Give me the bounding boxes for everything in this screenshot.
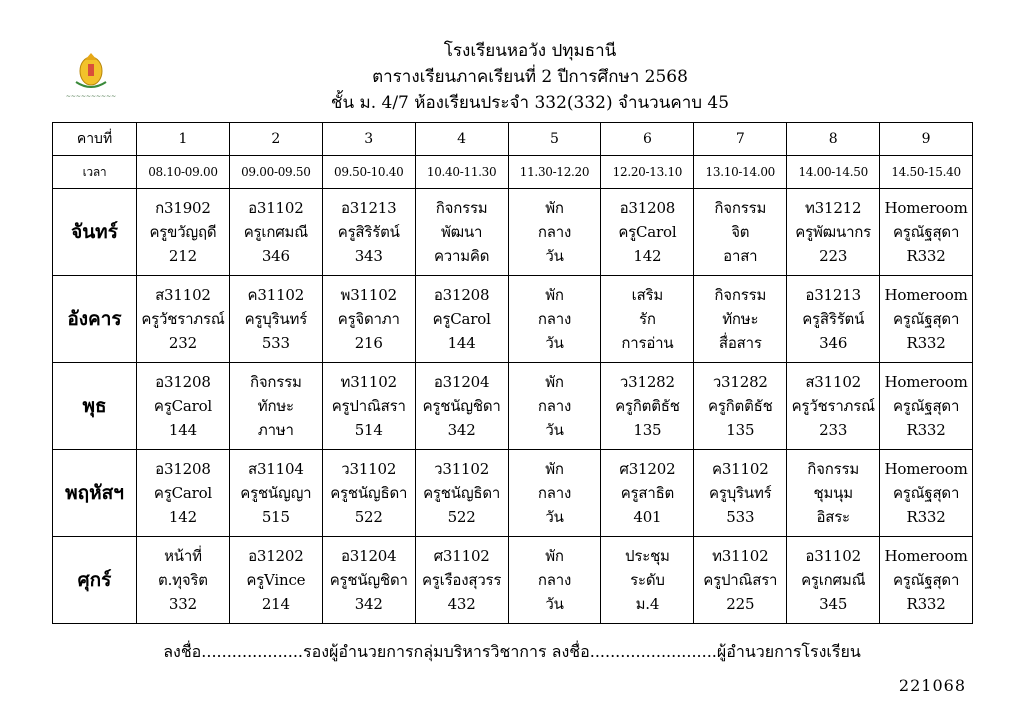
schedule-cell — [880, 276, 973, 363]
cell-line: ค31102 — [247, 286, 305, 304]
cell-line: กิจกรรม — [249, 373, 302, 391]
cell-line: 432 — [447, 595, 476, 613]
day-name: ศุกร์ — [53, 537, 137, 624]
schedule-cell — [229, 537, 322, 624]
cell-line: ท31102 — [712, 547, 769, 565]
period-time: 09.00-09.50 — [229, 156, 322, 189]
cell-line: 401 — [633, 508, 662, 526]
cell-line: 216 — [354, 334, 383, 352]
cell-line: อ31213 — [340, 199, 397, 217]
cell-line: ครูCarol — [153, 484, 212, 502]
cell-line: R332 — [906, 247, 946, 265]
schedule-cell — [694, 537, 787, 624]
cell-line: 225 — [726, 595, 755, 613]
schedule-cell — [694, 450, 787, 537]
schedule-cell — [880, 363, 973, 450]
document-code: 221068 — [898, 676, 966, 695]
schedule-cell — [137, 276, 230, 363]
cell-line: กิจกรรม — [714, 199, 767, 217]
cell-line: ครูCarol — [153, 397, 212, 415]
cell-line: พัก — [545, 547, 564, 565]
cell-line: 514 — [354, 421, 383, 439]
schedule-cell — [787, 189, 880, 276]
cell-line: พ31102 — [340, 286, 397, 304]
cell-line: ท31212 — [804, 199, 862, 217]
schedule-cell — [601, 450, 694, 537]
schedule-cell — [415, 363, 508, 450]
cell-line: อ31208 — [155, 460, 211, 478]
day-row — [53, 363, 973, 450]
cell-line: ครูวัชราภรณ์ — [141, 310, 225, 328]
cell-line: พัก — [545, 460, 564, 478]
schedule-cell — [508, 363, 601, 450]
schedule-cell — [787, 537, 880, 624]
cell-line: ว31282 — [712, 373, 768, 391]
cell-line: 233 — [819, 421, 848, 439]
cell-line: 343 — [354, 247, 383, 265]
period-number: 2 — [229, 123, 322, 156]
cell-line: 214 — [261, 595, 290, 613]
cell-line: อ31204 — [433, 373, 490, 391]
time-header-label: เวลา — [53, 156, 137, 189]
schedule-cell — [229, 450, 322, 537]
cell-line: จิต — [731, 223, 750, 241]
schedule-cell — [880, 189, 973, 276]
cell-line: วัน — [545, 247, 564, 265]
cell-line: วัน — [545, 421, 564, 439]
cell-line: ครูเกศมณี — [243, 223, 308, 241]
schedule-cell — [601, 363, 694, 450]
day-name: จันทร์ — [53, 189, 137, 276]
cell-line: ครูณัฐสุดา — [892, 484, 960, 502]
time-row — [53, 156, 973, 189]
period-number: 7 — [694, 123, 787, 156]
cell-line: กลาง — [537, 310, 572, 328]
schedule-cell — [229, 363, 322, 450]
cell-line: ครูปาณิสรา — [331, 397, 406, 415]
cell-line: ครูณัฐสุดา — [892, 223, 960, 241]
timetable — [52, 122, 973, 624]
period-number: 8 — [787, 123, 880, 156]
cell-line: R332 — [906, 421, 946, 439]
cell-line: ภาษา — [257, 421, 294, 439]
cell-line: อ31102 — [805, 547, 861, 565]
cell-line: ความคิด — [433, 247, 490, 265]
document-header — [250, 38, 810, 116]
cell-line: ชุมนุม — [813, 484, 853, 502]
school-emblem-icon — [62, 52, 120, 102]
cell-line: R332 — [906, 595, 946, 613]
cell-line: ประชุม — [625, 547, 670, 565]
day-row — [53, 450, 973, 537]
cell-line: หน้าที่ — [164, 547, 202, 565]
cell-line: ครูเกศมณี — [801, 571, 866, 589]
cell-line: ครูCarol — [618, 223, 677, 241]
cell-line: ส31104 — [247, 460, 304, 478]
cell-line: 346 — [261, 247, 290, 265]
schedule-cell — [787, 363, 880, 450]
cell-line: กลาง — [537, 397, 572, 415]
cell-line: วัน — [545, 334, 564, 352]
cell-line: ครูวัชราภรณ์ — [791, 397, 875, 415]
cell-line: ครูบุรินทร์ — [709, 484, 772, 502]
cell-line: ครูสิริรัตน์ — [802, 310, 865, 328]
cell-line: พัฒนา — [440, 223, 483, 241]
cell-line: ครูVince — [246, 571, 306, 589]
cell-line: ครูณัฐสุดา — [892, 571, 960, 589]
cell-line: อ31208 — [619, 199, 676, 217]
cell-line: 515 — [261, 508, 290, 526]
cell-line: 212 — [168, 247, 197, 265]
cell-line: อ31213 — [805, 286, 861, 304]
cell-line: กิจกรรม — [435, 199, 488, 217]
cell-line: การอ่าน — [621, 334, 674, 352]
period-time: 14.50-15.40 — [880, 156, 973, 189]
cell-line: 144 — [447, 334, 476, 352]
cell-line: Homeroom — [884, 547, 968, 565]
cell-line: พัก — [545, 286, 564, 304]
period-number: 3 — [322, 123, 415, 156]
schedule-cell — [415, 537, 508, 624]
day-name: อังคาร — [53, 276, 137, 363]
schedule-cell — [415, 276, 508, 363]
cell-line: ทักษะ — [257, 397, 294, 415]
cell-line: ครูเรืองสุวรร — [421, 571, 502, 589]
schedule-cell — [137, 363, 230, 450]
cell-line: 522 — [447, 508, 476, 526]
cell-line: ท31102 — [340, 373, 397, 391]
period-time: 09.50-10.40 — [322, 156, 415, 189]
period-number: 1 — [137, 123, 230, 156]
schedule-cell — [137, 537, 230, 624]
cell-line: Homeroom — [884, 199, 968, 217]
schedule-cell — [415, 450, 508, 537]
cell-line: ศ31102 — [433, 547, 490, 565]
cell-line: ครูณัฐสุดา — [892, 397, 960, 415]
schedule-cell — [880, 450, 973, 537]
cell-line: ครูบุรินทร์ — [244, 310, 308, 328]
svg-text:~~~~~~~~~~: ~~~~~~~~~~ — [65, 93, 117, 100]
day-name: พุธ — [53, 363, 137, 450]
cell-line: ทักษะ — [722, 310, 759, 328]
cell-line: วัน — [545, 508, 564, 526]
schedule-cell — [137, 450, 230, 537]
schedule-cell — [601, 276, 694, 363]
cell-line: 522 — [354, 508, 383, 526]
cell-line: 135 — [633, 421, 662, 439]
schedule-cell — [694, 189, 787, 276]
day-row — [53, 537, 973, 624]
cell-line: ต.ทุจริต — [158, 571, 208, 589]
schedule-cell — [137, 189, 230, 276]
schedule-cell — [601, 189, 694, 276]
cell-line: เสริม — [631, 286, 664, 304]
period-number: 9 — [880, 123, 973, 156]
cell-line: ครูขวัญฤดี — [149, 223, 217, 241]
term-title: ตารางเรียนภาคเรียนที่ 2 ปีการศึกษา 2568 — [372, 67, 688, 87]
cell-line: Homeroom — [884, 286, 968, 304]
period-header-label: คาบที่ — [53, 123, 137, 156]
schedule-cell — [229, 189, 322, 276]
period-time: 13.10-14.00 — [694, 156, 787, 189]
cell-line: ครูสาธิต — [620, 484, 675, 502]
cell-line: Homeroom — [884, 373, 968, 391]
cell-line: ว31102 — [434, 460, 490, 478]
cell-line: ว31282 — [619, 373, 675, 391]
cell-line: ส31102 — [155, 286, 211, 304]
period-time: 10.40-11.30 — [415, 156, 508, 189]
cell-line: ม.4 — [635, 595, 660, 613]
period-time: 14.00-14.50 — [787, 156, 880, 189]
class-info: ชั้น ม. 4/7 ห้องเรียนประจำ 332(332) จำนวนคาบ 45 — [330, 93, 730, 113]
cell-line: อ31208 — [433, 286, 490, 304]
cell-line: Homeroom — [884, 460, 968, 478]
schedule-cell — [787, 450, 880, 537]
cell-line: R332 — [906, 334, 946, 352]
schedule-cell — [508, 537, 601, 624]
cell-line: ระดับ — [630, 571, 665, 589]
cell-line: ครูจิดาภา — [337, 310, 400, 328]
cell-line: วัน — [545, 595, 564, 613]
cell-line: ครูณัฐสุดา — [892, 310, 960, 328]
day-name: พฤหัสฯ — [53, 450, 137, 537]
schedule-cell — [508, 189, 601, 276]
cell-line: อ31202 — [248, 547, 304, 565]
period-number: 4 — [415, 123, 508, 156]
cell-line: อ31102 — [248, 199, 304, 217]
cell-line: ว31102 — [341, 460, 397, 478]
cell-line: 346 — [819, 334, 848, 352]
cell-line: 144 — [168, 421, 197, 439]
cell-line: ครูกิตติธัช — [615, 397, 680, 415]
cell-line: ส31102 — [805, 373, 862, 391]
schedule-cell — [787, 276, 880, 363]
cell-line: 142 — [168, 508, 197, 526]
cell-line: 533 — [726, 508, 755, 526]
cell-line: ครูสิริรัตน์ — [337, 223, 400, 241]
cell-line: ครูCarol — [432, 310, 491, 328]
cell-line: ศ31202 — [619, 460, 676, 478]
schedule-cell — [508, 450, 601, 537]
cell-line: 345 — [819, 595, 848, 613]
schedule-cell — [322, 363, 415, 450]
schedule-cell — [601, 537, 694, 624]
day-row — [53, 276, 973, 363]
cell-line: ครูชนัญชิดา — [329, 571, 408, 589]
cell-line: อาสา — [723, 247, 758, 265]
cell-line: รัก — [639, 310, 656, 328]
schedule-cell — [322, 189, 415, 276]
cell-line: 223 — [819, 247, 848, 265]
schedule-cell — [415, 189, 508, 276]
cell-line: กลาง — [537, 223, 572, 241]
period-time: 08.10-09.00 — [137, 156, 230, 189]
cell-line: 232 — [168, 334, 197, 352]
cell-line: ครูชนัญธิดา — [330, 484, 408, 502]
cell-line: พัก — [545, 373, 564, 391]
cell-line: 533 — [261, 334, 290, 352]
cell-line: อ31204 — [340, 547, 397, 565]
cell-line: 342 — [447, 421, 476, 439]
period-number: 5 — [508, 123, 601, 156]
cell-line: กลาง — [537, 571, 572, 589]
cell-line: ค31102 — [712, 460, 769, 478]
cell-line: ครูพัฒนากร — [795, 223, 872, 241]
schedule-cell — [880, 537, 973, 624]
cell-line: ครูปาณิสรา — [703, 571, 778, 589]
cell-line: ครูชนัญธิดา — [423, 484, 501, 502]
cell-line: R332 — [906, 508, 946, 526]
schedule-cell — [229, 276, 322, 363]
schedule-cell — [322, 450, 415, 537]
cell-line: 142 — [633, 247, 662, 265]
cell-line: ครูชนัญชิดา — [422, 397, 501, 415]
period-time: 11.30-12.20 — [508, 156, 601, 189]
cell-line: กิจกรรม — [807, 460, 860, 478]
period-row — [53, 123, 973, 156]
signature-line: ลงชื่อ....................รองผู้อำนวยการกลุ่มบริหารวิชาการ ลงชื่อ.........................ผู้อำนวยการโรงเรียน — [163, 642, 861, 661]
cell-line: กิจกรรม — [714, 286, 767, 304]
cell-line: อิสระ — [816, 508, 850, 526]
cell-line: พัก — [545, 199, 564, 217]
cell-line: ครูชนัญญา — [240, 484, 312, 502]
period-number: 6 — [601, 123, 694, 156]
cell-line: 342 — [354, 595, 383, 613]
schedule-cell — [508, 276, 601, 363]
cell-line: ก31902 — [155, 199, 211, 217]
cell-line: อ31208 — [155, 373, 211, 391]
cell-line: ครูกิตติธัช — [707, 397, 773, 415]
cell-line: สื่อสาร — [718, 334, 762, 352]
schedule-cell — [694, 363, 787, 450]
school-name: โรงเรียนหอวัง ปทุมธานี — [443, 41, 617, 61]
schedule-cell — [322, 276, 415, 363]
cell-line: กลาง — [537, 484, 572, 502]
day-row — [53, 189, 973, 276]
cell-line: 135 — [726, 421, 755, 439]
schedule-cell — [694, 276, 787, 363]
cell-line: 332 — [168, 595, 197, 613]
period-time: 12.20-13.10 — [601, 156, 694, 189]
schedule-cell — [322, 537, 415, 624]
